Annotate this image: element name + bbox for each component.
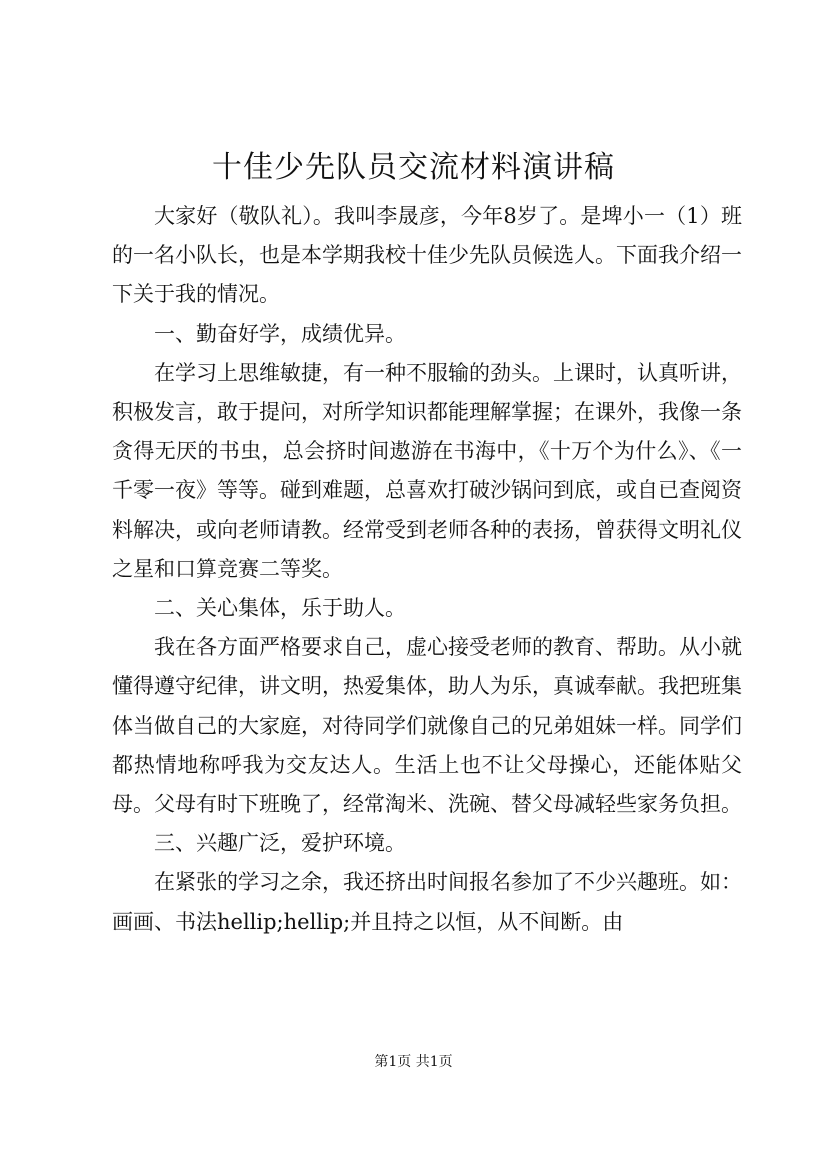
section-heading-3: 三、兴趣广泛，爱护环境。 xyxy=(154,831,406,856)
paragraph-study: 在学习上思维敏捷，有一种不服输的劲头。上课时，认真听讲，积极发言，敢于提问，对所学知识都能理解掌握；在课外，我像一条贪得无厌的书虫，总会挤时间遨游在书海中，《十万个为什么》、《一千零一夜》等等。碰到难题，总喜欢打破沙锅问到底，或自已查阅资料解决，或向老师请教。经常受到老师各种的表扬，曾获得文明礼仪之星和口算竞赛二等奖。 xyxy=(112,360,742,581)
document-title: 十佳少先队员交流材料演讲稿 xyxy=(212,150,615,185)
section-heading-2: 二、关心集体，乐于助人。 xyxy=(154,596,406,621)
section-heading-1: 一、勤奋好学，成绩优异。 xyxy=(154,321,406,346)
paragraph-interests: 在紧张的学习之余，我还挤出时间报名参加了不少兴趣班。如：画画、书法hellip;hellip;并且持之以恒，从不间断。由 xyxy=(112,870,742,934)
paragraph-intro: 大家好（敬队礼）。我叫李晟彦，今年8岁了。是埤小一（1）班的一名小队长，也是本学期我校十佳少先队员候选人。下面我介绍一下关于我的情况。 xyxy=(112,204,742,307)
document-body xyxy=(112,197,742,942)
page-footer: 第1页 共1页 xyxy=(374,1054,453,1070)
paragraph-collective: 我在各方面严格要求自己，虚心接受老师的教育、帮助。从小就懂得遵守纪律，讲文明，热爱集体，助人为乐，真诚奉献。我把班集体当做自己的大家庭，对待同学们就像自己的兄弟姐妹一样。同学们都热情地称呼我为交友达人。生活上也不让父母操心，还能体贴父母。父母有时下班晚了，经常淘米、洗碗、替父母减轻些家务负担。 xyxy=(112,635,742,817)
